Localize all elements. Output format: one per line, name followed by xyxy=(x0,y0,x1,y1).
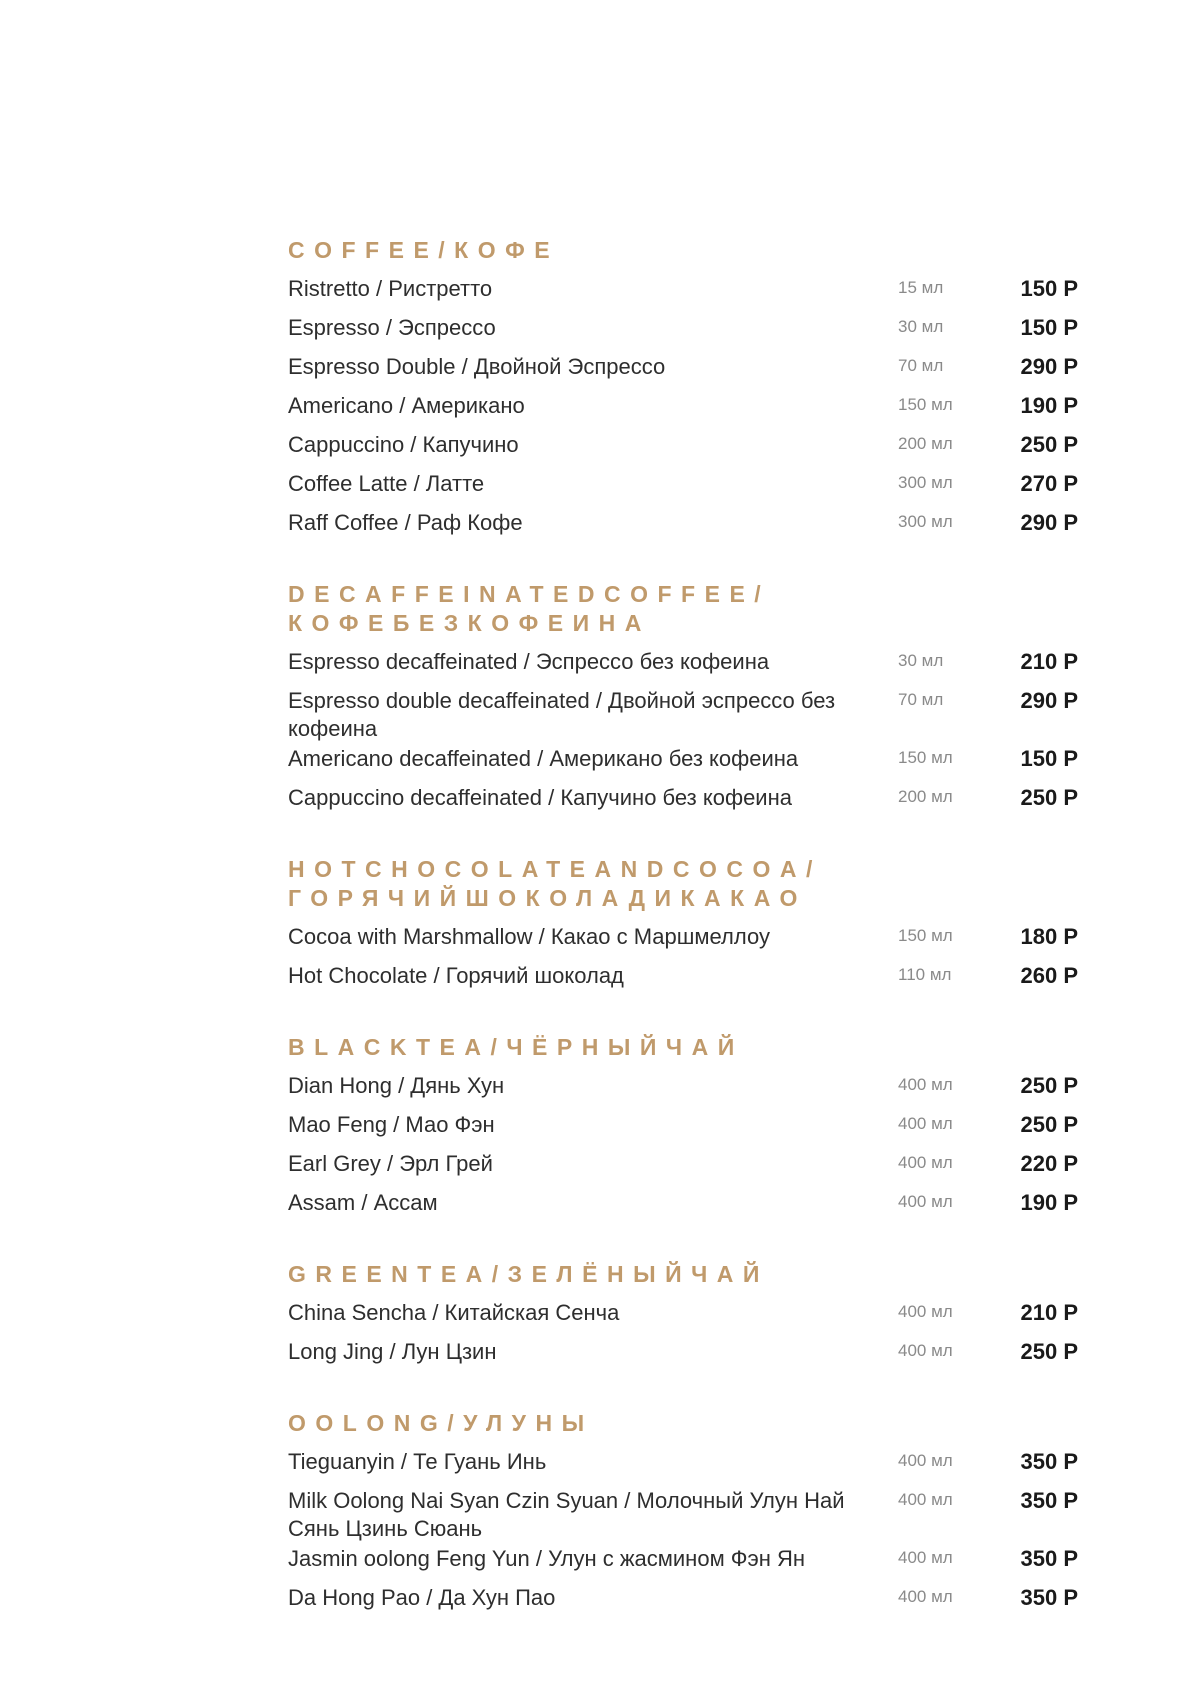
item-name: Mao Feng / Мао Фэн xyxy=(288,1112,495,1137)
section-black-tea xyxy=(288,1033,1078,1226)
item-name: Earl Grey / Эрл Грей xyxy=(288,1151,493,1176)
menu-item xyxy=(288,782,1078,821)
item-price: 350 Р xyxy=(1020,1546,1078,1571)
item-price: 350 Р xyxy=(1020,1449,1078,1474)
item-volume: 400 мл xyxy=(898,1587,953,1606)
menu-item xyxy=(288,1485,1078,1543)
item-volume: 70 мл xyxy=(898,690,944,709)
section-title: BLACKTEA/ЧЁРНЫЙЧАЙ xyxy=(288,1034,744,1060)
item-price: 190 Р xyxy=(1020,393,1078,418)
item-price: 150 Р xyxy=(1020,746,1078,771)
item-volume: 400 мл xyxy=(898,1341,953,1360)
menu-item xyxy=(288,921,1078,960)
item-price: 290 Р xyxy=(1020,688,1078,713)
menu-item xyxy=(288,468,1078,507)
item-name: Jasmin oolong Feng Yun / Улун с жасмином Фэн Ян xyxy=(288,1546,806,1571)
item-name: Assam / Ассам xyxy=(288,1190,438,1215)
item-volume: 200 мл xyxy=(898,787,953,806)
menu-item xyxy=(288,1070,1078,1109)
item-price: 190 Р xyxy=(1020,1190,1078,1215)
item-price: 220 Р xyxy=(1020,1151,1078,1176)
item-name: Da Hong Pao / Да Хун Пао xyxy=(288,1585,556,1610)
item-list xyxy=(288,1070,1078,1226)
item-price: 290 Р xyxy=(1020,510,1078,535)
menu-item xyxy=(288,1336,1078,1375)
item-volume: 400 мл xyxy=(898,1302,953,1321)
item-volume: 70 мл xyxy=(898,356,944,375)
item-name: Espresso decaffeinated / Эспрессо без кофеина xyxy=(288,649,770,674)
section-coffee xyxy=(288,236,1078,546)
item-name: Espresso Double / Двойной Эспрессо xyxy=(288,354,666,379)
item-price: 180 Р xyxy=(1020,924,1078,949)
menu-page xyxy=(288,236,1078,1655)
menu-item xyxy=(288,685,1078,743)
menu-item xyxy=(288,743,1078,782)
menu-item xyxy=(288,1582,1078,1621)
item-volume: 110 мл xyxy=(898,965,952,984)
section-title: OOLONG/УЛУНЫ xyxy=(288,1410,594,1436)
item-volume: 400 мл xyxy=(898,1153,953,1172)
item-volume: 300 мл xyxy=(898,473,953,492)
item-price: 150 Р xyxy=(1020,276,1078,301)
item-name: Americano decaffeinated / Американо без кофеина xyxy=(288,746,799,771)
item-volume: 400 мл xyxy=(898,1490,953,1509)
menu-item xyxy=(288,646,1078,685)
item-volume: 150 мл xyxy=(898,395,953,414)
item-volume: 300 мл xyxy=(898,512,953,531)
item-list xyxy=(288,1297,1078,1375)
item-list xyxy=(288,646,1078,821)
item-volume: 150 мл xyxy=(898,926,953,945)
menu-item xyxy=(288,1543,1078,1582)
item-price: 260 Р xyxy=(1020,963,1078,988)
item-price: 150 Р xyxy=(1020,315,1078,340)
item-name: Americano / Американо xyxy=(288,393,525,418)
menu-item xyxy=(288,312,1078,351)
menu-item xyxy=(288,1148,1078,1187)
section-title: DECAFFEINATEDCOFFEE/ КОФЕБЕЗКОФЕИНА xyxy=(288,581,771,636)
item-volume: 400 мл xyxy=(898,1114,953,1133)
item-volume: 200 мл xyxy=(898,434,953,453)
item-name: Espresso / Эспрессо xyxy=(288,315,496,340)
menu-item xyxy=(288,390,1078,429)
menu-item xyxy=(288,1297,1078,1336)
item-list xyxy=(288,273,1078,546)
item-price: 250 Р xyxy=(1020,785,1078,810)
menu-item xyxy=(288,351,1078,390)
item-price: 210 Р xyxy=(1020,649,1078,674)
item-volume: 30 мл xyxy=(898,317,944,336)
item-volume: 30 мл xyxy=(898,651,944,670)
item-name: Raff Coffee / Раф Кофе xyxy=(288,510,523,535)
item-volume: 400 мл xyxy=(898,1451,953,1470)
item-price: 250 Р xyxy=(1020,1073,1078,1098)
item-name: Espresso double decaffeinated / Двойной эспрессо без кофеина xyxy=(288,688,836,741)
section-title: HOTCHOCOLATEANDCOCOA/ ГОРЯЧИЙШОКОЛАДИКАКАО xyxy=(288,856,822,911)
item-volume: 400 мл xyxy=(898,1192,953,1211)
menu-item xyxy=(288,1187,1078,1226)
item-name: Cappuccino decaffeinated / Капучино без кофеина xyxy=(288,785,792,810)
section-title: GREENTEA/ЗЕЛЁНЫЙЧАЙ xyxy=(288,1261,769,1287)
item-name: Cocoa with Marshmallow / Какао с Маршмеллоу xyxy=(288,924,770,949)
section-oolong xyxy=(288,1409,1078,1621)
item-volume: 150 мл xyxy=(898,748,953,767)
item-price: 350 Р xyxy=(1020,1488,1078,1513)
section-title: COFFEE/КОФЕ xyxy=(288,237,560,263)
item-name: Ristretto / Ристретто xyxy=(288,276,493,301)
section-decaf xyxy=(288,580,1078,821)
item-name: Coffee Latte / Латте xyxy=(288,471,485,496)
menu-item xyxy=(288,1446,1078,1485)
item-name: Milk Oolong Nai Syan Czin Syuan / Молочный Улун Най Сянь Цзинь Сюань xyxy=(288,1488,845,1541)
item-volume: 400 мл xyxy=(898,1548,953,1567)
item-name: Cappuccino / Капучино xyxy=(288,432,519,457)
item-price: 210 Р xyxy=(1020,1300,1078,1325)
item-price: 250 Р xyxy=(1020,432,1078,457)
menu-item xyxy=(288,1109,1078,1148)
menu-item xyxy=(288,507,1078,546)
item-name: Tieguanyin / Те Гуань Инь xyxy=(288,1449,547,1474)
item-list xyxy=(288,1446,1078,1621)
item-price: 270 Р xyxy=(1020,471,1078,496)
item-price: 250 Р xyxy=(1020,1112,1078,1137)
section-hot-chocolate xyxy=(288,855,1078,999)
menu-item xyxy=(288,429,1078,468)
item-volume: 15 мл xyxy=(898,278,944,297)
item-volume: 400 мл xyxy=(898,1075,953,1094)
item-price: 290 Р xyxy=(1020,354,1078,379)
item-name: Dian Hong / Дянь Хун xyxy=(288,1073,505,1098)
item-list xyxy=(288,921,1078,999)
section-green-tea xyxy=(288,1260,1078,1375)
item-price: 250 Р xyxy=(1020,1339,1078,1364)
menu-item xyxy=(288,960,1078,999)
item-name: Hot Chocolate / Горячий шоколад xyxy=(288,963,624,988)
item-price: 350 Р xyxy=(1020,1585,1078,1610)
item-name: China Sencha / Китайская Сенча xyxy=(288,1300,620,1325)
menu-item xyxy=(288,273,1078,312)
item-name: Long Jing / Лун Цзин xyxy=(288,1339,497,1364)
